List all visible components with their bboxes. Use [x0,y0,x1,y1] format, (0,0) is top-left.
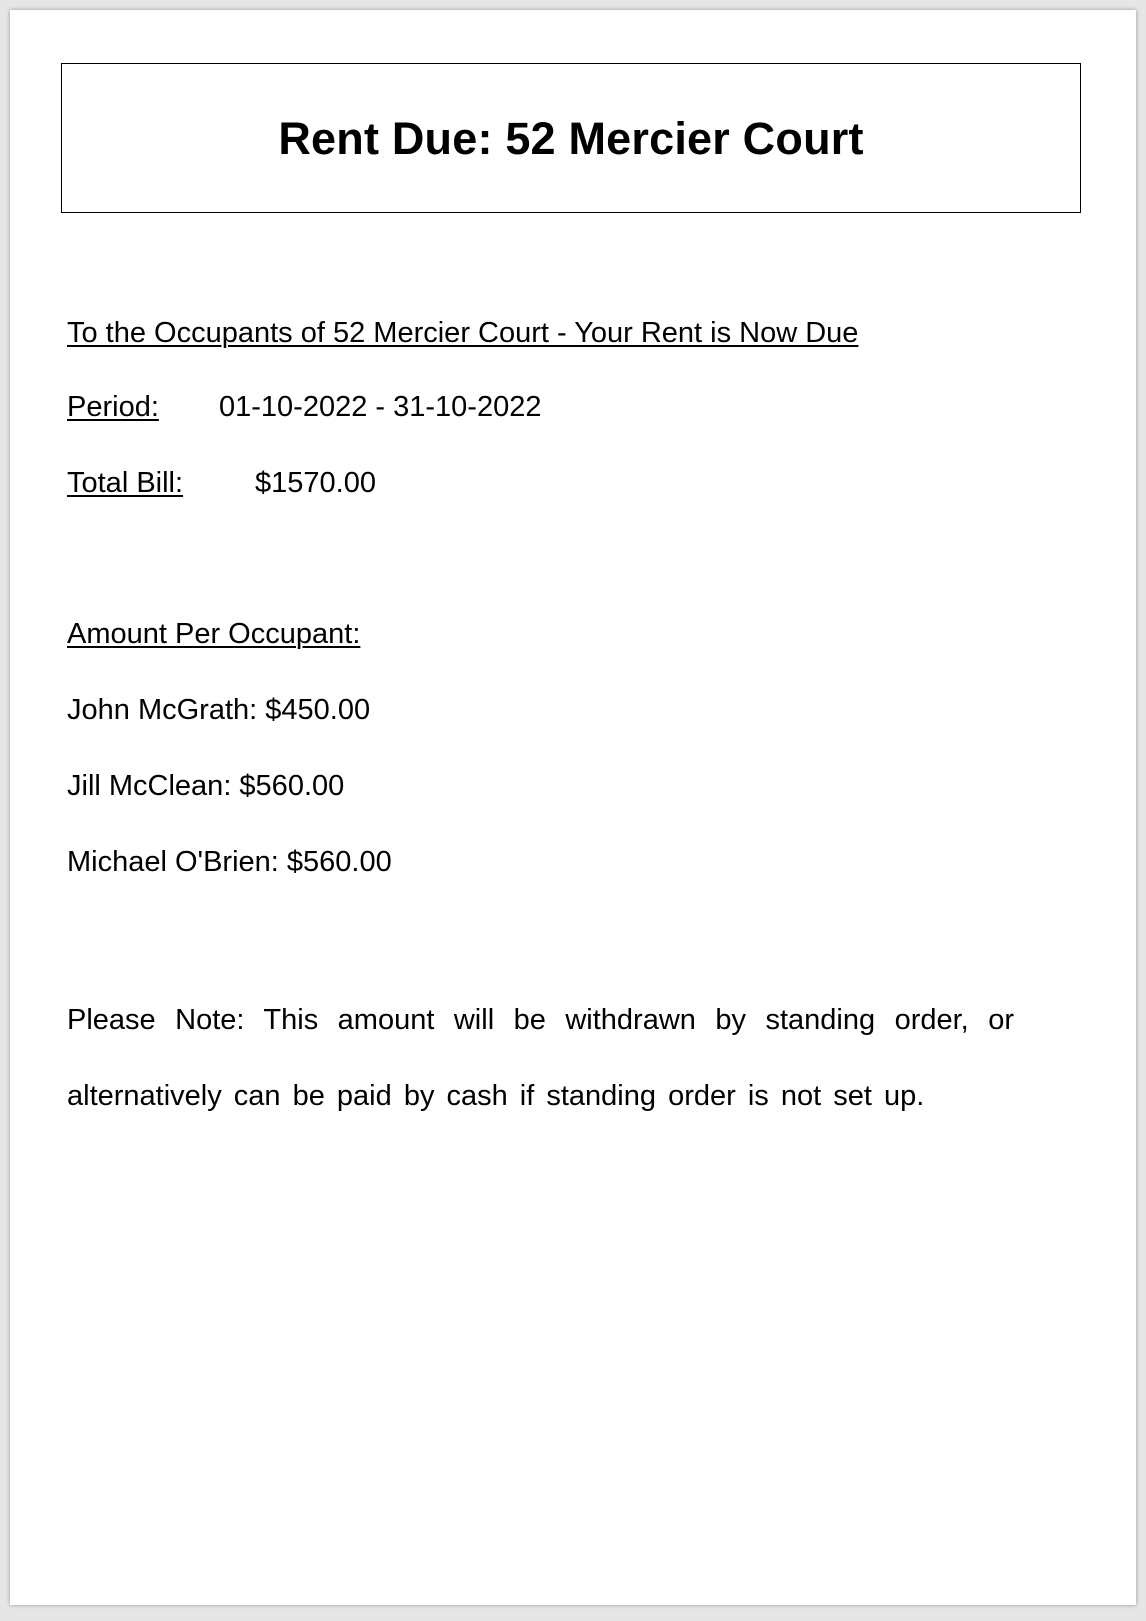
notice-heading: To the Occupants of 52 Mercier Court - Your Rent is Now Due [67,317,859,349]
document-page [10,10,1136,1605]
total-bill-row [67,466,376,500]
occupant-line: Michael O'Brien: $560.00 [67,846,392,878]
page-title: Rent Due: 52 Mercier Court [278,113,864,164]
period-row [67,390,541,424]
payment-note: Please Note: This amount will be withdrawn by standing order, or alternatively can be paid by cash if standing order is not set up. [67,1004,1014,1112]
occupant-line: Jill McClean: $560.00 [67,770,345,802]
occupant-line: John McGrath: $450.00 [67,694,371,726]
total-bill-label: Total Bill: [67,467,184,499]
title-box [61,63,1081,213]
total-bill-value: $1570.00 [255,467,376,499]
period-value: 01-10-2022 - 31-10-2022 [219,391,542,423]
occupants-heading: Amount Per Occupant: [67,618,361,650]
period-label: Period: [67,391,159,423]
